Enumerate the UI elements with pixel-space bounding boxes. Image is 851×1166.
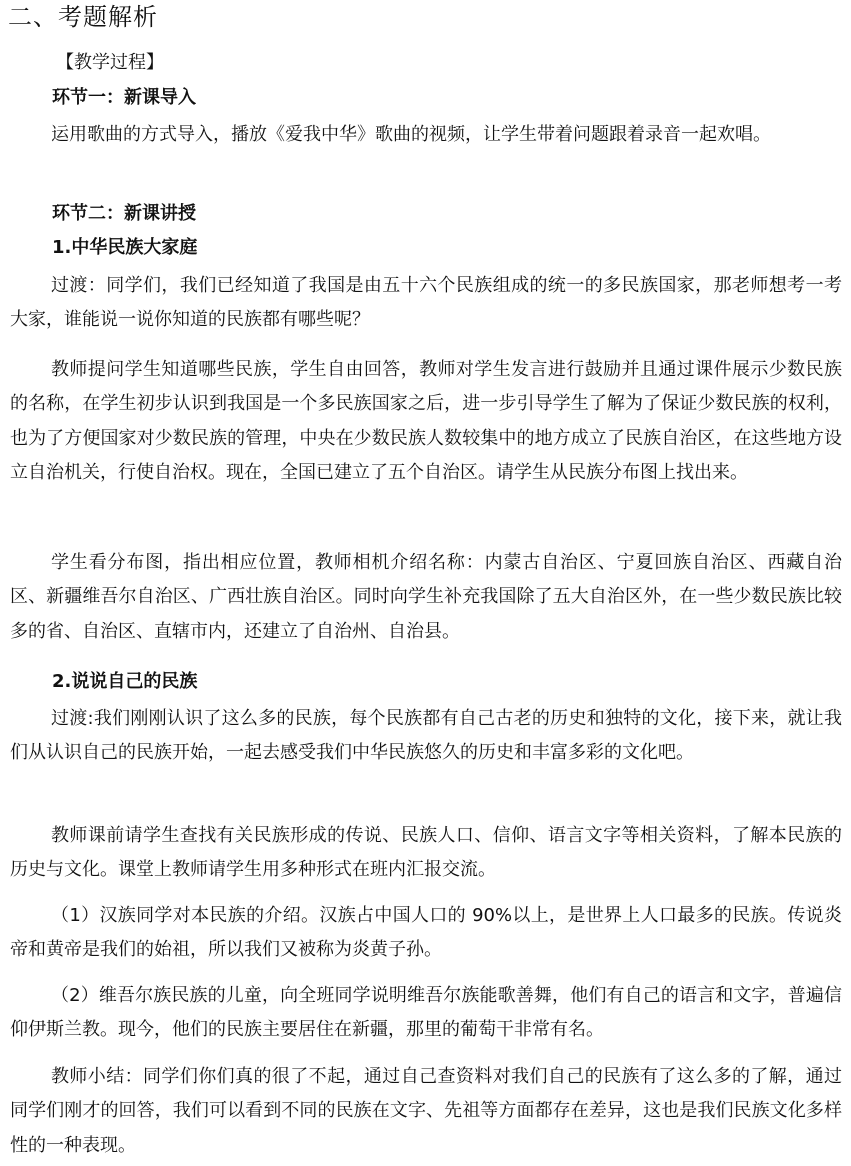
sub2-summary-paragraph: 教师小结：同学们你们真的很了不起，通过自己查资料对我们自己的民族有了这么多的了解，通过同学们刚才的回答，我们可以看到不同的民族在文字、先祖等方面都存在差异，这也是我们民族文化多样性的一种表现。 xyxy=(10,1066,842,1156)
sub1-heading: 1.中华民族大家庭 xyxy=(52,237,198,258)
sub2-transition-paragraph: 过渡:我们刚刚认识了这么多的民族，每个民族都有自己古老的历史和独特的文化，接下来，就让我们从认识自己的民族开始，一起去感受我们中华民族悠久的历史和丰富多彩的文化吧。 xyxy=(10,708,842,764)
teaching-process-label: 【教学过程】 xyxy=(56,52,164,73)
step1-paragraph: 运用歌曲的方式导入，播放《爱我中华》歌曲的视频，让学生带着问题跟着录音一起欢唱。 xyxy=(51,124,771,145)
step1-heading: 环节一：新课导入 xyxy=(52,87,196,108)
sub2-research-paragraph: 教师课前请学生查找有关民族形成的传说、民族人口、信仰、语言文字等相关资料，了解本民族的历史与文化。课堂上教师请学生用多种形式在班内汇报交流。 xyxy=(10,825,842,881)
sub2-uyghur-paragraph: （2）维吾尔族民族的儿童，向全班同学说明维吾尔族能歌善舞，他们有自己的语言和文字，普遍信仰伊斯兰教。现今，他们的民族主要居住在新疆，那里的葡萄干非常有名。 xyxy=(10,985,842,1041)
sub1-transition-paragraph: 过渡：同学们，我们已经知道了我国是由五十六个民族组成的统一的多民族国家，那老师想考一考大家，谁能说一说你知道的民族都有哪些呢？ xyxy=(10,275,842,331)
section-title: 二、考题解析 xyxy=(8,3,158,31)
step2-heading: 环节二：新课讲授 xyxy=(52,203,196,224)
sub2-han-paragraph: （1）汉族同学对本民族的介绍。汉族占中国人口的 90%以上，是世界上人口最多的民族。传说炎帝和黄帝是我们的始祖，所以我们又被称为炎黄子孙。 xyxy=(10,905,842,961)
sub1-teacher-question-paragraph: 教师提问学生知道哪些民族，学生自由回答，教师对学生发言进行鼓励并且通过课件展示少数民族的名称，在学生初步认识到我国是一个多民族国家之后，进一步引导学生了解为了保证少数民族的权利，也为了方便国家对少数民族的管理，中央在少数民族人数较集中的地方成立了民族自治区，在这些地方设立自治机关，行使自治权。现在，全国已建立了五个自治区。请学生从民族分布图上找出来。 xyxy=(10,359,842,483)
sub2-heading: 2.说说自己的民族 xyxy=(52,671,198,692)
sub1-map-paragraph: 学生看分布图，指出相应位置，教师相机介绍名称：内蒙古自治区、宁夏回族自治区、西藏自治区、新疆维吾尔自治区、广西壮族自治区。同时向学生补充我国除了五大自治区外，在一些少数民族比较多的省、自治区、直辖市内，还建立了自治州、自治县。 xyxy=(10,552,842,642)
